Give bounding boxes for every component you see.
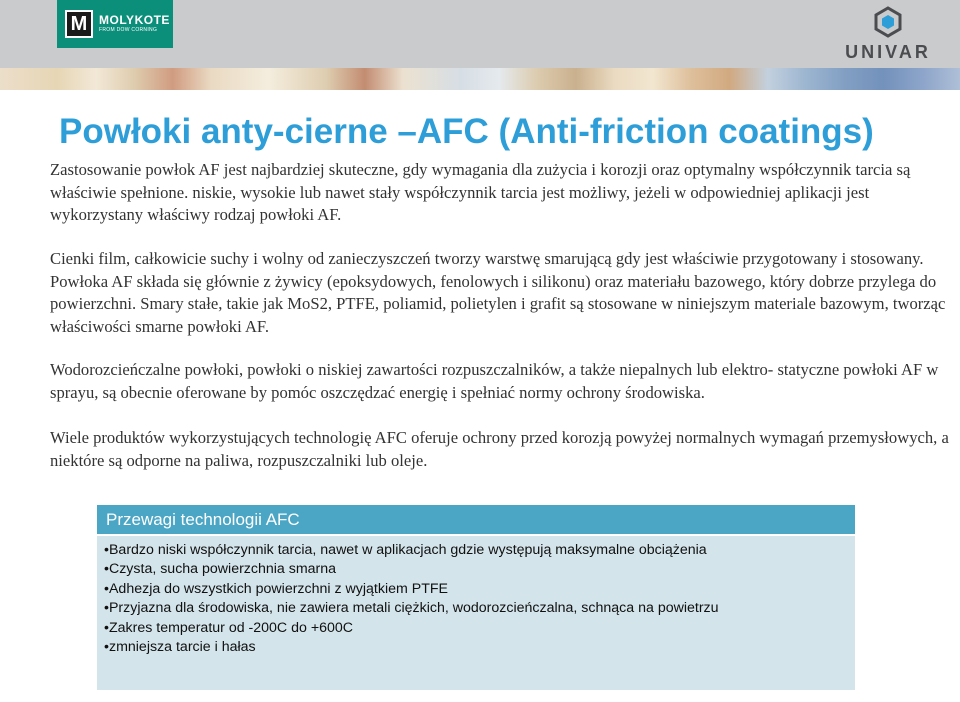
paragraph-thin-film: Cienki film, całkowicie suchy i wolny od zanieczyszczeń tworzy warstwę smarującą gdy jest właściwie przygotowany i stosowany. Powłoka AF składa się głównie z żywicy (epoksydowych, fenolowych i silikonu) oraz materiału bazowego, który dobrze przylega do powierzchni. Smary stałe, takie jak MoS2, PTFE, poliamid, polietylen i grafit są stosowane w niniejszym materiale bazowym, tworząc właściwości smarne powłoki AF.	[50, 249, 946, 336]
advantages-heading: Przewagi technologii AFC	[97, 505, 855, 534]
photo-strip	[0, 68, 960, 90]
advantages-box	[97, 536, 855, 690]
list-item: • Czysta, sucha powierzchnia smarna	[104, 560, 855, 579]
paragraph-usage: Zastosowanie powłok AF jest najbardziej skuteczne, gdy wymagania dla zużycia i korozji oraz optymalny współczynnik tarcia są właściwie spełnione. niskie, wysokie lub nawet stały współczynnik tarcia jest możliwy, jeżeli w odpowiedniej aplikacji jest wykorzystany właściwy rodzaj powłoki AF.	[50, 160, 911, 224]
molykote-sub-text: FROM DOW CORNING	[99, 27, 158, 33]
header-banner	[0, 0, 960, 68]
molykote-m-icon: M	[65, 10, 93, 38]
univar-hexagon-icon	[842, 6, 934, 42]
univar-brand-text: UNIVAR	[845, 42, 931, 62]
page-title: Powłoki anty-cierne –AFC (Anti-friction coatings)	[59, 112, 874, 151]
molykote-brand-text: MOLYKOTE	[99, 13, 170, 27]
list-item: • Adhezja do wszystkich powierzchni z wyjątkiem PTFE	[104, 580, 855, 599]
list-item: • zmniejsza tarcie i hałas	[104, 638, 855, 657]
list-item: • Bardzo niski współczynnik tarcia, nawet w aplikacjach gdzie występują maksymalne obciążenia	[104, 541, 855, 560]
paragraph-corrosion: Wiele produktów wykorzystujących technologię AFC oferuje ochrony przed korozją powyżej normalnych wymagań przemysłowych, a niektóre są odporne na paliwa, rozpuszczalniki lub oleje.	[50, 428, 949, 470]
molykote-logo	[57, 0, 173, 48]
advantages-list	[104, 541, 855, 657]
list-item: • Przyjazna dla środowiska, nie zawiera metali ciężkich, wodorozcieńczalna, schnąca na powietrzu	[104, 599, 855, 618]
univar-logo	[842, 6, 934, 62]
list-item: • Zakres temperatur od -200C do +600C	[104, 619, 855, 638]
paragraph-waterborne: Wodorozcieńczalne powłoki, powłoki o niskiej zawartości rozpuszczalników, a także niepalnych lub elektro- statyczne powłoki AF w sprayu, są obecnie oferowane by pomóc oszczędzać energię i spełniać normy ochrony środowiska.	[50, 360, 939, 402]
